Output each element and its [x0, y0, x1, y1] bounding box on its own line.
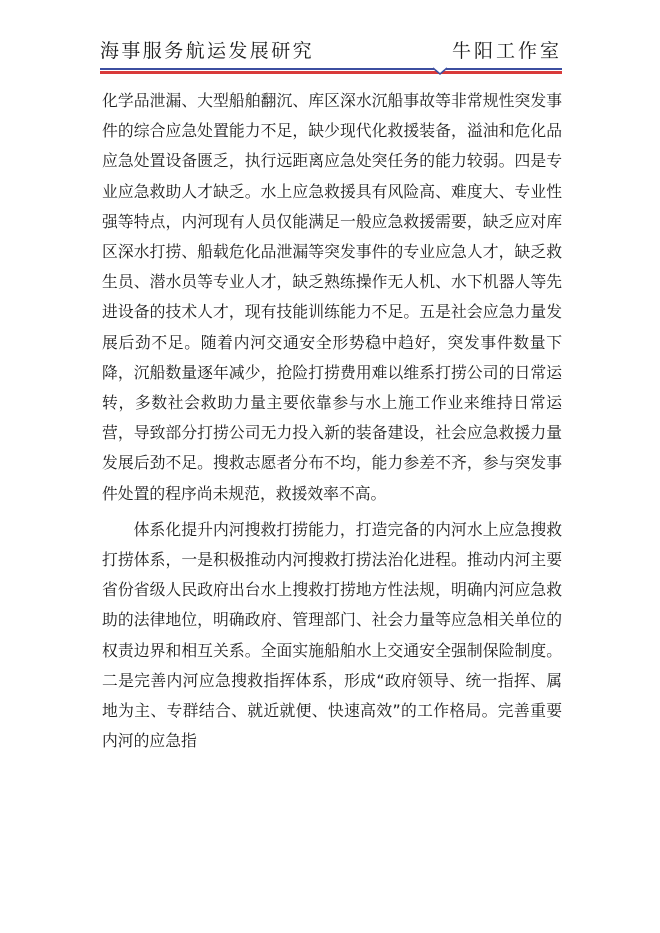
- divider-arrow-icon: [433, 67, 447, 75]
- header-title-right: 牛阳工作室: [451, 40, 562, 62]
- header-divider: [100, 68, 562, 74]
- paragraph-continued: 化学品泄漏、大型船舶翻沉、库区深水沉船事故等非常规性突发事件的综合应急处置能力不足，缺少现代化救援装备，溢油和危化品应急处置设备匮乏，执行远距离应急处突任务的能力较弱。四是专业应急救助人才缺乏。水上应急救援具有风险高、难度大、专业性强等特点，内河现有人员仅能满足一般应急救援需要，缺乏应对库区深水打捞、船载危化品泄漏等突发事件的专业应急人才，缺乏救生员、潜水员等专业人才，缺乏熟练操作无人机、水下机器人等先进设备的技术人才，现有技能训练能力不足。五是社会应急力量发展后劲不足。随着内河交通安全形势稳中趋好，突发事件数量下降，沉船数量逐年减少，抢险打捞费用难以维系打捞公司的日常运转，多数社会救助力量主要依靠参与水上施工作业来维持日常运营，导致部分打捞公司无力投入新的装备建设，社会应急救援力量发展后劲不足。搜救志愿者分布不均，能力参差不齐，参与突发事件处置的程序尚未规范，救援效率不高。: [102, 91, 562, 503]
- document-body: [102, 86, 562, 756]
- divider-blue-line: [100, 68, 562, 70]
- header-title-left: 海事服务航运发展研究: [100, 40, 315, 62]
- paragraph-search-rescue-system: 体系化提升内河搜救打捞能力，打造完备的内河水上应急搜救打捞体系，一是积极推动内河搜救打捞法治化进程。推动内河主要省份省级人民政府出台水上搜救打捞地方性法规，明确内河应急救助的法律地位，明确政府、管理部门、社会力量等应急相关单位的权责边界和相互关系。全面实施船舶水上交通安全强制保险制度。二是完善内河应急搜救指挥体系，形成“政府领导、统一指挥、属地为主、专群结合、就近就便、快速高效”的工作格局。完善重要内河的应急指: [102, 519, 562, 751]
- divider-red-line: [100, 71, 562, 74]
- page-header: [100, 36, 562, 66]
